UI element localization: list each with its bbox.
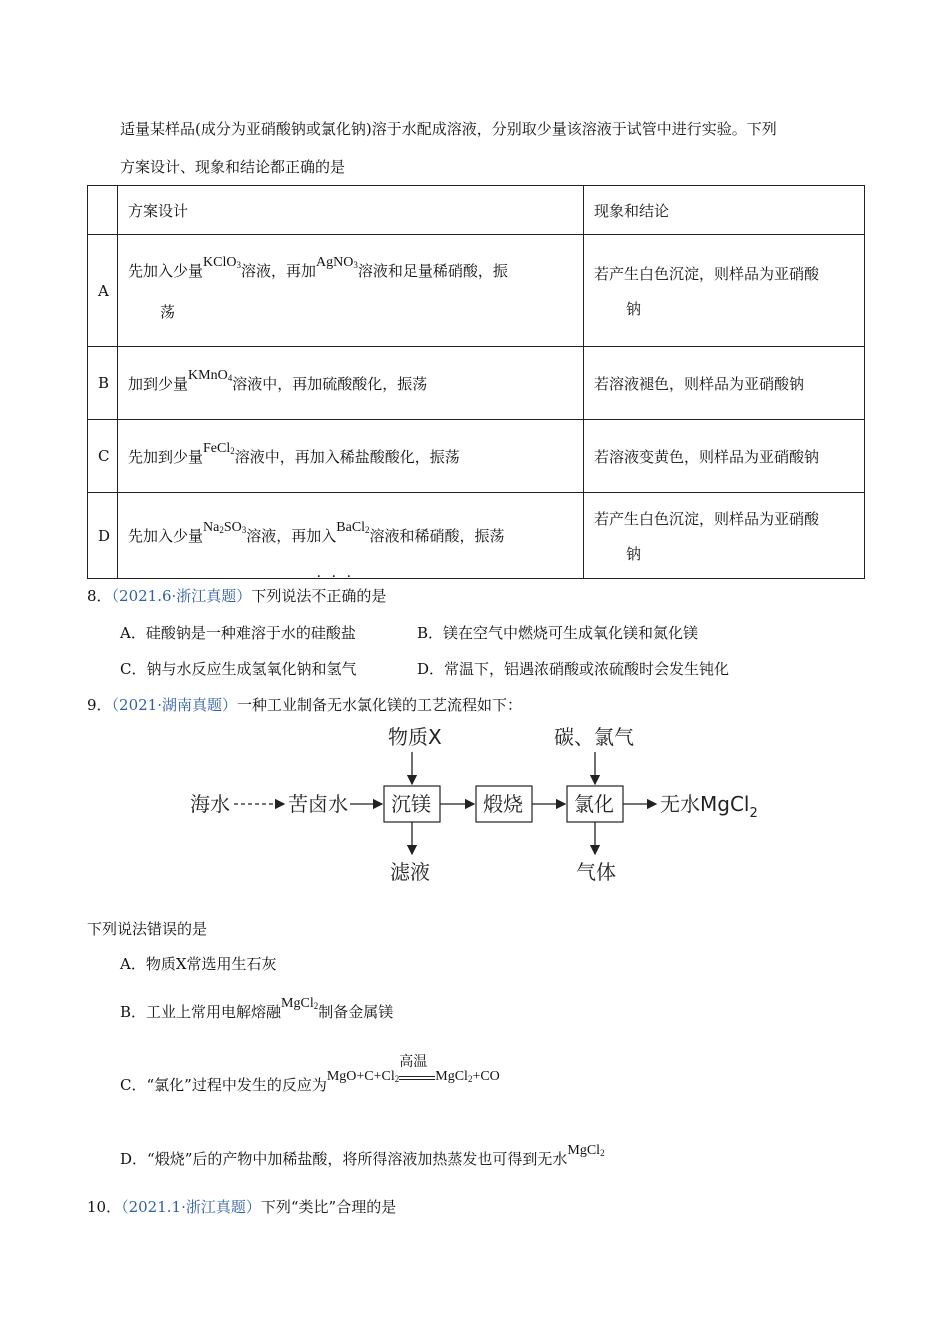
row-plan xyxy=(118,420,584,493)
emphasis-char: 不 xyxy=(311,587,327,605)
q8-option-b: B．镁在空气中燃烧可生成氧化镁和氮化镁 xyxy=(417,624,699,642)
row-label: D xyxy=(88,493,118,579)
flow-seawater: 海水 xyxy=(190,792,230,816)
stem-text: 下列“类比”合理的是 xyxy=(260,1198,397,1216)
flow-box3-label: 氯化 xyxy=(574,792,614,816)
header-result: 现象和结论 xyxy=(584,186,865,235)
chem-formula: $Na_2SO_3$ xyxy=(203,520,247,535)
plan-text: 溶液，再加入 xyxy=(246,527,337,545)
chem-formula: BaCl$_2$ xyxy=(336,520,370,535)
stem-text: 一种工业制备无水氯化镁的工艺流程如下： xyxy=(237,696,523,714)
table-row xyxy=(88,347,865,420)
question-number: 9． xyxy=(87,696,112,714)
plan-text: 溶液和足量稀硝酸，振 xyxy=(357,261,508,280)
result-text: 若产生白色沉淀，则样品为亚硝酸 xyxy=(594,264,820,283)
plan-text: 溶液，再加 xyxy=(240,261,316,280)
emphasis-char: 确 xyxy=(341,587,357,605)
row-result: 若溶液褪色，则样品为亚硝酸钠 xyxy=(584,347,865,420)
plan-text: 溶液中，再加入稀盐酸酸化，振荡 xyxy=(234,447,460,466)
chem-formula: MgCl$_2$ xyxy=(567,1143,605,1158)
table-header-row xyxy=(88,186,865,235)
q10-stem xyxy=(87,1196,396,1217)
row-label: C xyxy=(88,420,118,493)
flow-box1-label: 沉镁 xyxy=(391,792,431,816)
row-plan xyxy=(118,347,584,420)
row-label: B xyxy=(88,347,118,420)
flow-input-carbon-chlorine: 碳、氯气 xyxy=(554,725,634,749)
row-result: 若溶液变黄色，则样品为亚硝酸钠 xyxy=(584,420,865,493)
flow-product: 无水MgCl$_2$ xyxy=(660,792,758,821)
row-plan xyxy=(118,493,584,579)
chem-formula: KClO$_3$ xyxy=(203,254,241,270)
plan-text: 先加入少量 xyxy=(128,261,204,280)
flow-brine: 苦卤水 xyxy=(288,792,348,816)
chem-formula: KMnO$_4$ xyxy=(188,367,233,383)
stem-text: 下列说法 xyxy=(251,587,312,605)
flow-box2-label: 煅烧 xyxy=(483,792,523,816)
plan-text: 溶液中，再加硫酸酸化，振荡 xyxy=(232,374,428,393)
emphasis-char: 正 xyxy=(326,587,342,605)
reaction-equation: $MgO+C+Cl_2$ 高温 MgCl$_2$+CO xyxy=(326,1054,500,1084)
plan-text: 加到少量 xyxy=(128,374,189,393)
result-text: 若产生白色沉淀，则样品为亚硝酸 xyxy=(594,509,820,528)
plan-text: 先加入少量 xyxy=(128,527,204,545)
flow-filtrate: 滤液 xyxy=(390,860,430,884)
q9-option-a: A．物质X常选用生石灰 xyxy=(120,955,277,973)
q7-stem-line2: 方案设计、现象和结论都正确的是 xyxy=(120,158,346,176)
plan-text: 先加到少量 xyxy=(128,447,204,466)
flow-gas: 气体 xyxy=(576,860,616,884)
q8-option-d: D．常温下，铝遇浓硝酸或浓硫酸时会发生钝化 xyxy=(417,660,730,678)
flow-input-x: 物质X xyxy=(388,725,442,749)
row-plan xyxy=(118,235,584,347)
question-source: （2021.6·浙江真题） xyxy=(111,587,252,605)
chem-formula: FeCl$_2$ xyxy=(203,440,235,456)
question-source: （2021.1·浙江真题） xyxy=(121,1198,261,1216)
result-text-wrap: 钠 xyxy=(626,544,642,563)
table-row xyxy=(88,493,865,579)
header-plan: 方案设计 xyxy=(118,186,584,235)
chem-formula: AgNO$_3$ xyxy=(315,254,358,270)
question-number: 8． xyxy=(87,587,112,605)
q9-stem xyxy=(87,694,522,715)
header-blank xyxy=(88,186,118,235)
q9-option-d: D．“煅烧”后的产物中加稀盐酸，将所得溶液加热蒸发也可得到无水MgCl$_2$ xyxy=(120,1143,605,1168)
table-row xyxy=(88,420,865,493)
question-number: 10． xyxy=(87,1198,122,1216)
q9-option-c: C．“氯化”过程中发生的反应为$MgO+C+Cl_2$ 高温 MgCl$_2$+CO xyxy=(120,1054,500,1094)
result-text-wrap: 钠 xyxy=(626,299,642,318)
chem-formula: MgCl$_2$ xyxy=(281,996,319,1011)
flow-diagram xyxy=(0,715,950,895)
q7-table xyxy=(87,185,865,579)
q9-ask: 下列说法错误的是 xyxy=(87,920,208,938)
q8-stem xyxy=(87,585,386,606)
q8-option-a: A．硅酸钠是一种难溶于水的硅酸盐 xyxy=(120,624,356,642)
row-result xyxy=(584,493,865,579)
row-label: A xyxy=(88,235,118,347)
table-row xyxy=(88,235,865,347)
row-result xyxy=(584,235,865,347)
plan-text-wrap: 荡 xyxy=(160,302,176,321)
plan-text: 溶液和稀硝酸，振荡 xyxy=(369,527,505,545)
q7-stem-line1: 适量某样品(成分为亚硝酸钠或氯化钠)溶于水配成溶液，分别取少量该溶液于试管中进行实验。下列 xyxy=(120,120,777,138)
question-source: （2021·湖南真题） xyxy=(111,696,237,714)
stem-text: 的是 xyxy=(356,587,387,605)
q8-option-c: C．钠与水反应生成氢氧化钠和氢气 xyxy=(120,660,357,678)
q9-option-b: B．工业上常用电解熔融MgCl$_2$制备金属镁 xyxy=(120,996,394,1021)
reaction-condition: 高温 xyxy=(399,1067,435,1080)
